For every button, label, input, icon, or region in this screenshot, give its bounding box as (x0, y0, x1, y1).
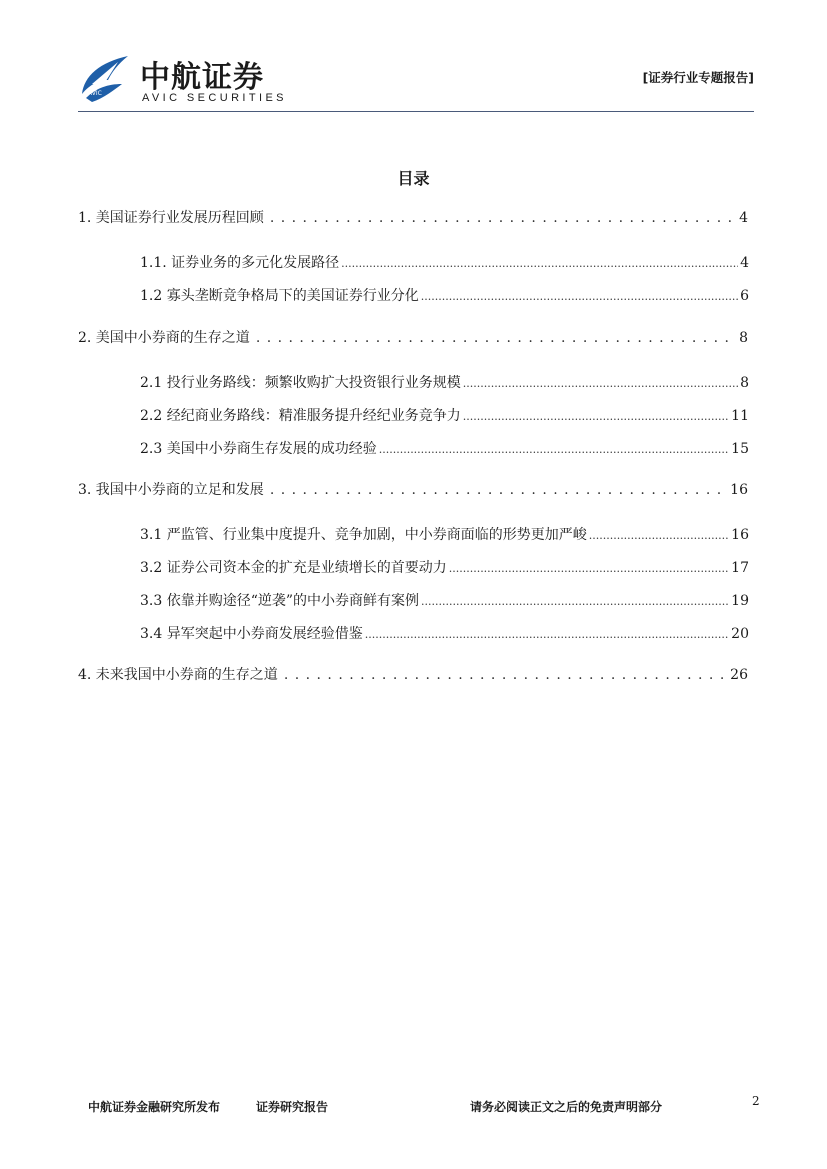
toc-entry-label: 2. 美国中小券商的生存之道 (78, 330, 250, 346)
toc-entry-label: 4. 未来我国中小券商的生存之道 (78, 667, 278, 683)
toc-entry-1-1[interactable] (140, 253, 749, 273)
toc-entry-1[interactable] (78, 208, 748, 228)
toc-leader-dots (379, 439, 729, 460)
toc-entry-3-2[interactable] (140, 558, 749, 578)
brand-name-en: AVIC SECURITIES (142, 92, 287, 104)
toc-entry-page: 17 (731, 560, 749, 576)
toc-entry-page: 4 (739, 210, 748, 226)
toc-entry-page: 8 (740, 375, 749, 391)
toc-entry-2[interactable] (78, 328, 748, 348)
toc-leader-dots (256, 328, 733, 348)
brand-name-cn: 中航证券 (140, 60, 264, 95)
toc-entry-3-1[interactable] (140, 525, 749, 545)
footer-doc-type: 证券研究报告 (256, 1100, 329, 1114)
toc-entry-1-2[interactable] (140, 286, 749, 306)
toc-entry-page: 26 (730, 667, 748, 683)
toc-leader-dots (284, 665, 724, 685)
logo-badge-text: AVIC (88, 90, 102, 97)
toc-leader-dots (463, 406, 729, 427)
toc-entry-label: 1. 美国证券行业发展历程回顾 (78, 210, 264, 226)
toc-leader-dots (421, 591, 729, 612)
toc-leader-dots (270, 208, 733, 228)
footer-disclaimer: 请务必阅读正文之后的免责声明部分 (470, 1100, 663, 1114)
toc-entry-2-3[interactable] (140, 439, 749, 459)
toc-entry-page: 11 (731, 408, 749, 424)
footer-publisher: 中航证券金融研究所发布 (88, 1100, 221, 1114)
toc-entry-label: 2.1 投行业务路线：频繁收购扩大投资银行业务规模 (140, 375, 461, 391)
toc-leader-dots (421, 286, 738, 307)
toc-entry-label: 1.2 寡头垄断竞争格局下的美国证券行业分化 (140, 288, 419, 304)
toc-leader-dots (463, 373, 738, 394)
toc-entry-page: 19 (731, 593, 749, 609)
toc-entry-3[interactable] (78, 480, 748, 500)
toc-entry-page: 20 (731, 626, 749, 642)
toc-entry-label: 3.3 依靠并购途径“逆袭”的中小券商鲜有案例 (140, 593, 420, 609)
avic-logo-icon (78, 54, 132, 104)
toc-entry-3-3[interactable] (140, 591, 749, 611)
toc-entry-label: 2.2 经纪商业务路线：精准服务提升经纪业务竞争力 (140, 408, 461, 424)
toc-entry-label: 3.1 严监管、行业集中度提升、竞争加剧，中小券商面临的形势更加严峻 (140, 527, 587, 543)
toc-entry-label: 3.2 证券公司资本金的扩充是业绩增长的首要动力 (140, 560, 447, 576)
toc-entry-page: 16 (731, 527, 749, 543)
toc-leader-dots (270, 480, 724, 500)
toc-title: 目录 (397, 169, 430, 188)
toc-leader-dots (365, 624, 729, 645)
toc-entry-2-2[interactable] (140, 406, 749, 426)
toc-leader-dots (589, 525, 729, 546)
toc-leader-dots (341, 253, 738, 274)
report-type-label: [证券行业专题报告] (642, 70, 754, 85)
toc-entry-page: 15 (731, 441, 749, 457)
toc-entry-page: 4 (740, 255, 749, 271)
toc-entry-3-4[interactable] (140, 624, 749, 644)
toc-entry-label: 2.3 美国中小券商生存发展的成功经验 (140, 441, 377, 457)
toc-entry-label: 1.1. 证券业务的多元化发展路径 (140, 255, 340, 271)
toc-entry-page: 8 (739, 330, 748, 346)
toc-leader-dots (449, 558, 729, 579)
page-header (78, 52, 754, 112)
toc-entry-label: 3. 我国中小券商的立足和发展 (78, 482, 264, 498)
header-divider (78, 111, 754, 112)
toc-entry-2-1[interactable] (140, 373, 749, 393)
toc-entry-4[interactable] (78, 665, 748, 685)
toc-entry-label: 3.4 异军突起中小券商发展经验借鉴 (140, 626, 363, 642)
page-number: 2 (752, 1094, 760, 1108)
toc-entry-page: 6 (740, 288, 749, 304)
toc-entry-page: 16 (730, 482, 748, 498)
